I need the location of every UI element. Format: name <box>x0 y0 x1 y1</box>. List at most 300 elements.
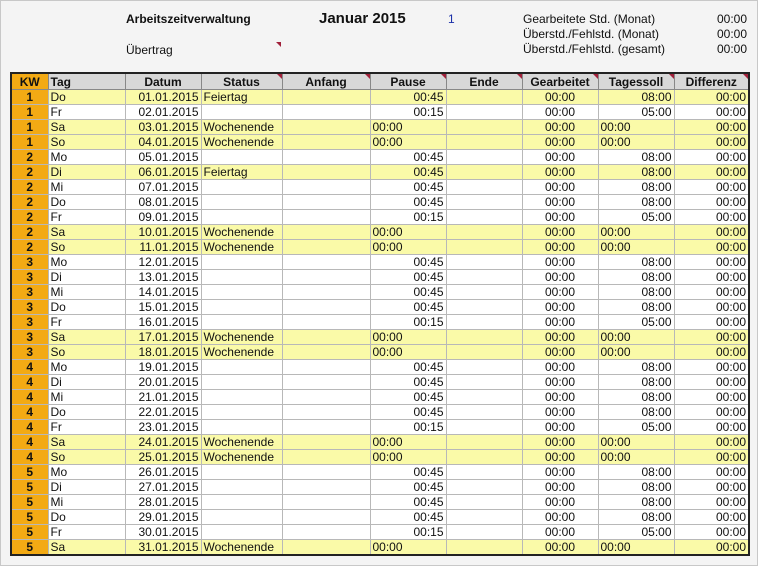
cell-datum[interactable]: 28.01.2015 <box>125 495 201 510</box>
cell-ende[interactable] <box>446 465 522 480</box>
cell-kw[interactable]: 3 <box>11 315 48 330</box>
cell-kw[interactable]: 3 <box>11 270 48 285</box>
comment-indicator-icon[interactable] <box>517 74 522 79</box>
cell-pause[interactable]: 00:45 <box>370 480 446 495</box>
cell-gearbeitet[interactable]: 00:00 <box>522 90 598 105</box>
cell-tag[interactable]: Mi <box>48 180 125 195</box>
cell-ende[interactable] <box>446 240 522 255</box>
cell-differenz[interactable]: 00:00 <box>674 90 749 105</box>
cell-pause[interactable]: 00:45 <box>370 285 446 300</box>
cell-differenz[interactable]: 00:00 <box>674 375 749 390</box>
cell-gearbeitet[interactable]: 00:00 <box>522 180 598 195</box>
cell-differenz[interactable]: 00:00 <box>674 285 749 300</box>
cell-datum[interactable]: 10.01.2015 <box>125 225 201 240</box>
cell-kw[interactable]: 3 <box>11 285 48 300</box>
cell-datum[interactable]: 07.01.2015 <box>125 180 201 195</box>
cell-tag[interactable]: Fr <box>48 210 125 225</box>
cell-differenz[interactable]: 00:00 <box>674 150 749 165</box>
cell-kw[interactable]: 5 <box>11 525 48 540</box>
cell-tagessoll[interactable]: 05:00 <box>598 315 674 330</box>
cell-differenz[interactable]: 00:00 <box>674 135 749 150</box>
cell-ende[interactable] <box>446 300 522 315</box>
cell-pause[interactable]: 00:00 <box>370 240 446 255</box>
cell-pause[interactable]: 00:45 <box>370 150 446 165</box>
cell-kw[interactable]: 1 <box>11 135 48 150</box>
cell-gearbeitet[interactable]: 00:00 <box>522 285 598 300</box>
cell-datum[interactable]: 31.01.2015 <box>125 540 201 556</box>
cell-pause[interactable]: 00:45 <box>370 165 446 180</box>
cell-kw[interactable]: 1 <box>11 120 48 135</box>
cell-anfang[interactable] <box>282 525 370 540</box>
cell-pause[interactable]: 00:15 <box>370 210 446 225</box>
cell-gearbeitet[interactable]: 00:00 <box>522 435 598 450</box>
column-header-status[interactable] <box>201 73 282 90</box>
column-header-tag[interactable] <box>48 73 125 90</box>
cell-gearbeitet[interactable]: 00:00 <box>522 510 598 525</box>
cell-tagessoll[interactable]: 00:00 <box>598 240 674 255</box>
cell-tagessoll[interactable]: 05:00 <box>598 105 674 120</box>
cell-tag[interactable]: Mo <box>48 465 125 480</box>
cell-datum[interactable]: 16.01.2015 <box>125 315 201 330</box>
cell-status[interactable]: Wochenende <box>201 240 282 255</box>
cell-status[interactable] <box>201 270 282 285</box>
cell-anfang[interactable] <box>282 150 370 165</box>
cell-anfang[interactable] <box>282 90 370 105</box>
cell-gearbeitet[interactable]: 00:00 <box>522 345 598 360</box>
cell-pause[interactable]: 00:15 <box>370 315 446 330</box>
cell-status[interactable] <box>201 285 282 300</box>
cell-datum[interactable]: 03.01.2015 <box>125 120 201 135</box>
cell-kw[interactable]: 2 <box>11 195 48 210</box>
cell-pause[interactable]: 00:00 <box>370 225 446 240</box>
cell-kw[interactable]: 5 <box>11 540 48 556</box>
cell-anfang[interactable] <box>282 375 370 390</box>
cell-status[interactable] <box>201 300 282 315</box>
cell-datum[interactable]: 30.01.2015 <box>125 525 201 540</box>
cell-tag[interactable]: Fr <box>48 315 125 330</box>
cell-tagessoll[interactable]: 08:00 <box>598 300 674 315</box>
cell-kw[interactable]: 2 <box>11 240 48 255</box>
cell-datum[interactable]: 12.01.2015 <box>125 255 201 270</box>
cell-tag[interactable]: Mo <box>48 360 125 375</box>
column-header-kw[interactable] <box>11 73 48 90</box>
cell-status[interactable] <box>201 525 282 540</box>
cell-anfang[interactable] <box>282 540 370 556</box>
cell-tagessoll[interactable]: 05:00 <box>598 525 674 540</box>
cell-datum[interactable]: 14.01.2015 <box>125 285 201 300</box>
cell-tagessoll[interactable]: 08:00 <box>598 510 674 525</box>
cell-anfang[interactable] <box>282 510 370 525</box>
cell-ende[interactable] <box>446 375 522 390</box>
cell-differenz[interactable]: 00:00 <box>674 480 749 495</box>
cell-ende[interactable] <box>446 165 522 180</box>
cell-kw[interactable]: 3 <box>11 345 48 360</box>
cell-anfang[interactable] <box>282 345 370 360</box>
cell-differenz[interactable]: 00:00 <box>674 300 749 315</box>
comment-indicator-icon[interactable] <box>669 74 674 79</box>
cell-status[interactable]: Wochenende <box>201 120 282 135</box>
cell-status[interactable]: Feiertag <box>201 165 282 180</box>
cell-ende[interactable] <box>446 150 522 165</box>
cell-kw[interactable]: 3 <box>11 300 48 315</box>
cell-kw[interactable]: 2 <box>11 150 48 165</box>
cell-gearbeitet[interactable]: 00:00 <box>522 465 598 480</box>
cell-differenz[interactable]: 00:00 <box>674 165 749 180</box>
cell-ende[interactable] <box>446 480 522 495</box>
cell-ende[interactable] <box>446 225 522 240</box>
cell-ende[interactable] <box>446 495 522 510</box>
cell-ende[interactable] <box>446 390 522 405</box>
cell-gearbeitet[interactable]: 00:00 <box>522 225 598 240</box>
cell-differenz[interactable]: 00:00 <box>674 345 749 360</box>
cell-status[interactable]: Feiertag <box>201 90 282 105</box>
cell-status[interactable] <box>201 465 282 480</box>
cell-tagessoll[interactable]: 08:00 <box>598 150 674 165</box>
cell-datum[interactable]: 23.01.2015 <box>125 420 201 435</box>
cell-status[interactable]: Wochenende <box>201 225 282 240</box>
cell-tag[interactable]: Sa <box>48 540 125 556</box>
comment-indicator-icon[interactable] <box>277 74 282 79</box>
column-header-pause[interactable] <box>370 73 446 90</box>
cell-anfang[interactable] <box>282 285 370 300</box>
cell-anfang[interactable] <box>282 300 370 315</box>
cell-tagessoll[interactable]: 08:00 <box>598 405 674 420</box>
cell-tagessoll[interactable]: 08:00 <box>598 360 674 375</box>
cell-ende[interactable] <box>446 210 522 225</box>
cell-tag[interactable]: Di <box>48 270 125 285</box>
cell-tag[interactable]: Do <box>48 195 125 210</box>
cell-anfang[interactable] <box>282 120 370 135</box>
cell-tag[interactable]: Fr <box>48 105 125 120</box>
cell-tag[interactable]: Mo <box>48 150 125 165</box>
cell-pause[interactable]: 00:15 <box>370 420 446 435</box>
cell-differenz[interactable]: 00:00 <box>674 465 749 480</box>
cell-status[interactable] <box>201 510 282 525</box>
cell-differenz[interactable]: 00:00 <box>674 270 749 285</box>
cell-anfang[interactable] <box>282 210 370 225</box>
cell-pause[interactable]: 00:45 <box>370 270 446 285</box>
cell-kw[interactable]: 4 <box>11 360 48 375</box>
cell-status[interactable] <box>201 150 282 165</box>
cell-gearbeitet[interactable]: 00:00 <box>522 165 598 180</box>
cell-gearbeitet[interactable]: 00:00 <box>522 405 598 420</box>
column-header-ende[interactable] <box>446 73 522 90</box>
cell-tag[interactable]: Mi <box>48 390 125 405</box>
cell-status[interactable]: Wochenende <box>201 135 282 150</box>
cell-pause[interactable]: 00:00 <box>370 345 446 360</box>
cell-ende[interactable] <box>446 195 522 210</box>
column-header-datum[interactable] <box>125 73 201 90</box>
cell-anfang[interactable] <box>282 465 370 480</box>
cell-pause[interactable]: 00:45 <box>370 465 446 480</box>
cell-pause[interactable]: 00:15 <box>370 525 446 540</box>
cell-tagessoll[interactable]: 08:00 <box>598 255 674 270</box>
cell-kw[interactable]: 4 <box>11 435 48 450</box>
cell-tag[interactable]: Sa <box>48 120 125 135</box>
cell-differenz[interactable]: 00:00 <box>674 255 749 270</box>
cell-datum[interactable]: 08.01.2015 <box>125 195 201 210</box>
cell-ende[interactable] <box>446 450 522 465</box>
cell-status[interactable] <box>201 480 282 495</box>
cell-gearbeitet[interactable]: 00:00 <box>522 210 598 225</box>
cell-status[interactable]: Wochenende <box>201 345 282 360</box>
cell-gearbeitet[interactable]: 00:00 <box>522 420 598 435</box>
cell-anfang[interactable] <box>282 195 370 210</box>
cell-tagessoll[interactable]: 00:00 <box>598 135 674 150</box>
cell-differenz[interactable]: 00:00 <box>674 420 749 435</box>
cell-tag[interactable]: Do <box>48 510 125 525</box>
cell-tagessoll[interactable]: 08:00 <box>598 195 674 210</box>
cell-tag[interactable]: Do <box>48 300 125 315</box>
cell-kw[interactable]: 5 <box>11 510 48 525</box>
cell-tagessoll[interactable]: 00:00 <box>598 345 674 360</box>
cell-status[interactable] <box>201 420 282 435</box>
cell-anfang[interactable] <box>282 315 370 330</box>
cell-tag[interactable]: So <box>48 450 125 465</box>
cell-anfang[interactable] <box>282 180 370 195</box>
cell-ende[interactable] <box>446 90 522 105</box>
cell-tagessoll[interactable]: 08:00 <box>598 480 674 495</box>
cell-differenz[interactable]: 00:00 <box>674 210 749 225</box>
cell-differenz[interactable]: 00:00 <box>674 240 749 255</box>
cell-gearbeitet[interactable]: 00:00 <box>522 135 598 150</box>
cell-tag[interactable]: Sa <box>48 330 125 345</box>
cell-anfang[interactable] <box>282 135 370 150</box>
cell-gearbeitet[interactable]: 00:00 <box>522 315 598 330</box>
cell-anfang[interactable] <box>282 330 370 345</box>
cell-anfang[interactable] <box>282 105 370 120</box>
cell-tagessoll[interactable]: 05:00 <box>598 210 674 225</box>
column-header-differenz[interactable] <box>674 73 749 90</box>
cell-gearbeitet[interactable]: 00:00 <box>522 195 598 210</box>
cell-kw[interactable]: 2 <box>11 225 48 240</box>
cell-tag[interactable]: Sa <box>48 435 125 450</box>
cell-datum[interactable]: 05.01.2015 <box>125 150 201 165</box>
cell-pause[interactable]: 00:45 <box>370 300 446 315</box>
cell-tagessoll[interactable]: 08:00 <box>598 375 674 390</box>
cell-ende[interactable] <box>446 255 522 270</box>
cell-gearbeitet[interactable]: 00:00 <box>522 390 598 405</box>
cell-datum[interactable]: 04.01.2015 <box>125 135 201 150</box>
cell-status[interactable]: Wochenende <box>201 435 282 450</box>
cell-gearbeitet[interactable]: 00:00 <box>522 375 598 390</box>
cell-gearbeitet[interactable]: 00:00 <box>522 480 598 495</box>
cell-pause[interactable]: 00:45 <box>370 510 446 525</box>
cell-pause[interactable]: 00:00 <box>370 540 446 556</box>
cell-kw[interactable]: 2 <box>11 180 48 195</box>
cell-gearbeitet[interactable]: 00:00 <box>522 300 598 315</box>
cell-ende[interactable] <box>446 525 522 540</box>
cell-gearbeitet[interactable]: 00:00 <box>522 150 598 165</box>
cell-gearbeitet[interactable]: 00:00 <box>522 450 598 465</box>
cell-tagessoll[interactable]: 08:00 <box>598 270 674 285</box>
cell-tag[interactable]: So <box>48 135 125 150</box>
cell-ende[interactable] <box>446 345 522 360</box>
cell-tag[interactable]: Fr <box>48 525 125 540</box>
cell-ende[interactable] <box>446 120 522 135</box>
cell-ende[interactable] <box>446 405 522 420</box>
cell-ende[interactable] <box>446 435 522 450</box>
cell-gearbeitet[interactable]: 00:00 <box>522 330 598 345</box>
cell-ende[interactable] <box>446 180 522 195</box>
cell-status[interactable] <box>201 390 282 405</box>
cell-kw[interactable]: 4 <box>11 450 48 465</box>
cell-tagessoll[interactable]: 00:00 <box>598 330 674 345</box>
cell-gearbeitet[interactable]: 00:00 <box>522 540 598 556</box>
cell-differenz[interactable]: 00:00 <box>674 360 749 375</box>
cell-pause[interactable]: 00:00 <box>370 450 446 465</box>
cell-anfang[interactable] <box>282 270 370 285</box>
cell-differenz[interactable]: 00:00 <box>674 390 749 405</box>
cell-ende[interactable] <box>446 105 522 120</box>
cell-datum[interactable]: 02.01.2015 <box>125 105 201 120</box>
cell-datum[interactable]: 17.01.2015 <box>125 330 201 345</box>
cell-tagessoll[interactable]: 08:00 <box>598 465 674 480</box>
cell-tag[interactable]: So <box>48 345 125 360</box>
cell-kw[interactable]: 1 <box>11 90 48 105</box>
cell-datum[interactable]: 20.01.2015 <box>125 375 201 390</box>
cell-pause[interactable]: 00:45 <box>370 195 446 210</box>
cell-tagessoll[interactable]: 05:00 <box>598 420 674 435</box>
cell-kw[interactable]: 2 <box>11 165 48 180</box>
cell-status[interactable]: Wochenende <box>201 540 282 556</box>
cell-datum[interactable]: 19.01.2015 <box>125 360 201 375</box>
cell-datum[interactable]: 24.01.2015 <box>125 435 201 450</box>
cell-pause[interactable]: 00:00 <box>370 120 446 135</box>
cell-datum[interactable]: 29.01.2015 <box>125 510 201 525</box>
cell-anfang[interactable] <box>282 480 370 495</box>
cell-datum[interactable]: 21.01.2015 <box>125 390 201 405</box>
cell-tag[interactable]: Di <box>48 480 125 495</box>
cell-gearbeitet[interactable]: 00:00 <box>522 105 598 120</box>
cell-pause[interactable]: 00:45 <box>370 90 446 105</box>
cell-ende[interactable] <box>446 540 522 556</box>
cell-gearbeitet[interactable]: 00:00 <box>522 495 598 510</box>
cell-pause[interactable]: 00:45 <box>370 360 446 375</box>
cell-tagessoll[interactable]: 08:00 <box>598 285 674 300</box>
cell-kw[interactable]: 4 <box>11 375 48 390</box>
cell-differenz[interactable]: 00:00 <box>674 225 749 240</box>
cell-pause[interactable]: 00:45 <box>370 180 446 195</box>
cell-datum[interactable]: 06.01.2015 <box>125 165 201 180</box>
cell-ende[interactable] <box>446 510 522 525</box>
cell-differenz[interactable]: 00:00 <box>674 405 749 420</box>
column-header-anfang[interactable] <box>282 73 370 90</box>
cell-differenz[interactable]: 00:00 <box>674 525 749 540</box>
cell-anfang[interactable] <box>282 390 370 405</box>
cell-anfang[interactable] <box>282 420 370 435</box>
cell-kw[interactable]: 5 <box>11 495 48 510</box>
cell-differenz[interactable]: 00:00 <box>674 450 749 465</box>
cell-pause[interactable]: 00:00 <box>370 330 446 345</box>
cell-kw[interactable]: 4 <box>11 405 48 420</box>
cell-datum[interactable]: 09.01.2015 <box>125 210 201 225</box>
comment-indicator-icon[interactable] <box>743 74 748 79</box>
cell-ende[interactable] <box>446 135 522 150</box>
cell-differenz[interactable]: 00:00 <box>674 495 749 510</box>
cell-pause[interactable]: 00:45 <box>370 495 446 510</box>
cell-datum[interactable]: 15.01.2015 <box>125 300 201 315</box>
cell-tag[interactable]: Mi <box>48 495 125 510</box>
cell-datum[interactable]: 18.01.2015 <box>125 345 201 360</box>
cell-tag[interactable]: Do <box>48 90 125 105</box>
comment-indicator-icon[interactable] <box>441 74 446 79</box>
cell-differenz[interactable]: 00:00 <box>674 120 749 135</box>
cell-datum[interactable]: 22.01.2015 <box>125 405 201 420</box>
cell-pause[interactable]: 00:45 <box>370 375 446 390</box>
cell-pause[interactable]: 00:45 <box>370 255 446 270</box>
cell-status[interactable] <box>201 255 282 270</box>
cell-tagessoll[interactable]: 08:00 <box>598 180 674 195</box>
cell-ende[interactable] <box>446 285 522 300</box>
column-header-gearbeitet[interactable] <box>522 73 598 90</box>
cell-pause[interactable]: 00:00 <box>370 435 446 450</box>
cell-gearbeitet[interactable]: 00:00 <box>522 525 598 540</box>
cell-status[interactable]: Wochenende <box>201 450 282 465</box>
cell-status[interactable] <box>201 210 282 225</box>
cell-datum[interactable]: 27.01.2015 <box>125 480 201 495</box>
cell-differenz[interactable]: 00:00 <box>674 540 749 556</box>
cell-datum[interactable]: 01.01.2015 <box>125 90 201 105</box>
cell-kw[interactable]: 1 <box>11 105 48 120</box>
cell-tag[interactable]: Mi <box>48 285 125 300</box>
cell-tagessoll[interactable]: 00:00 <box>598 120 674 135</box>
cell-datum[interactable]: 11.01.2015 <box>125 240 201 255</box>
cell-datum[interactable]: 25.01.2015 <box>125 450 201 465</box>
cell-datum[interactable]: 26.01.2015 <box>125 465 201 480</box>
cell-kw[interactable]: 5 <box>11 465 48 480</box>
cell-kw[interactable]: 3 <box>11 330 48 345</box>
cell-status[interactable] <box>201 495 282 510</box>
cell-tag[interactable]: Di <box>48 165 125 180</box>
cell-ende[interactable] <box>446 420 522 435</box>
cell-tag[interactable]: Sa <box>48 225 125 240</box>
comment-indicator-icon[interactable] <box>365 74 370 79</box>
cell-status[interactable] <box>201 315 282 330</box>
cell-tag[interactable]: So <box>48 240 125 255</box>
cell-differenz[interactable]: 00:00 <box>674 180 749 195</box>
cell-anfang[interactable] <box>282 405 370 420</box>
cell-anfang[interactable] <box>282 165 370 180</box>
cell-differenz[interactable]: 00:00 <box>674 435 749 450</box>
cell-status[interactable] <box>201 375 282 390</box>
comment-indicator-icon[interactable] <box>593 74 598 79</box>
cell-status[interactable]: Wochenende <box>201 330 282 345</box>
cell-tagessoll[interactable]: 00:00 <box>598 540 674 556</box>
cell-gearbeitet[interactable]: 00:00 <box>522 270 598 285</box>
cell-pause[interactable]: 00:45 <box>370 390 446 405</box>
cell-kw[interactable]: 4 <box>11 420 48 435</box>
cell-kw[interactable]: 5 <box>11 480 48 495</box>
cell-status[interactable] <box>201 180 282 195</box>
cell-tag[interactable]: Di <box>48 375 125 390</box>
cell-tagessoll[interactable]: 00:00 <box>598 225 674 240</box>
cell-tagessoll[interactable]: 08:00 <box>598 495 674 510</box>
cell-ende[interactable] <box>446 360 522 375</box>
cell-kw[interactable]: 2 <box>11 210 48 225</box>
cell-differenz[interactable]: 00:00 <box>674 195 749 210</box>
cell-tagessoll[interactable]: 00:00 <box>598 435 674 450</box>
cell-anfang[interactable] <box>282 450 370 465</box>
cell-gearbeitet[interactable]: 00:00 <box>522 360 598 375</box>
cell-tagessoll[interactable]: 08:00 <box>598 165 674 180</box>
cell-tag[interactable]: Fr <box>48 420 125 435</box>
cell-tagessoll[interactable]: 08:00 <box>598 90 674 105</box>
month-title[interactable]: Januar 2015 <box>319 10 406 27</box>
cell-pause[interactable]: 00:45 <box>370 405 446 420</box>
cell-ende[interactable] <box>446 330 522 345</box>
cell-status[interactable] <box>201 360 282 375</box>
